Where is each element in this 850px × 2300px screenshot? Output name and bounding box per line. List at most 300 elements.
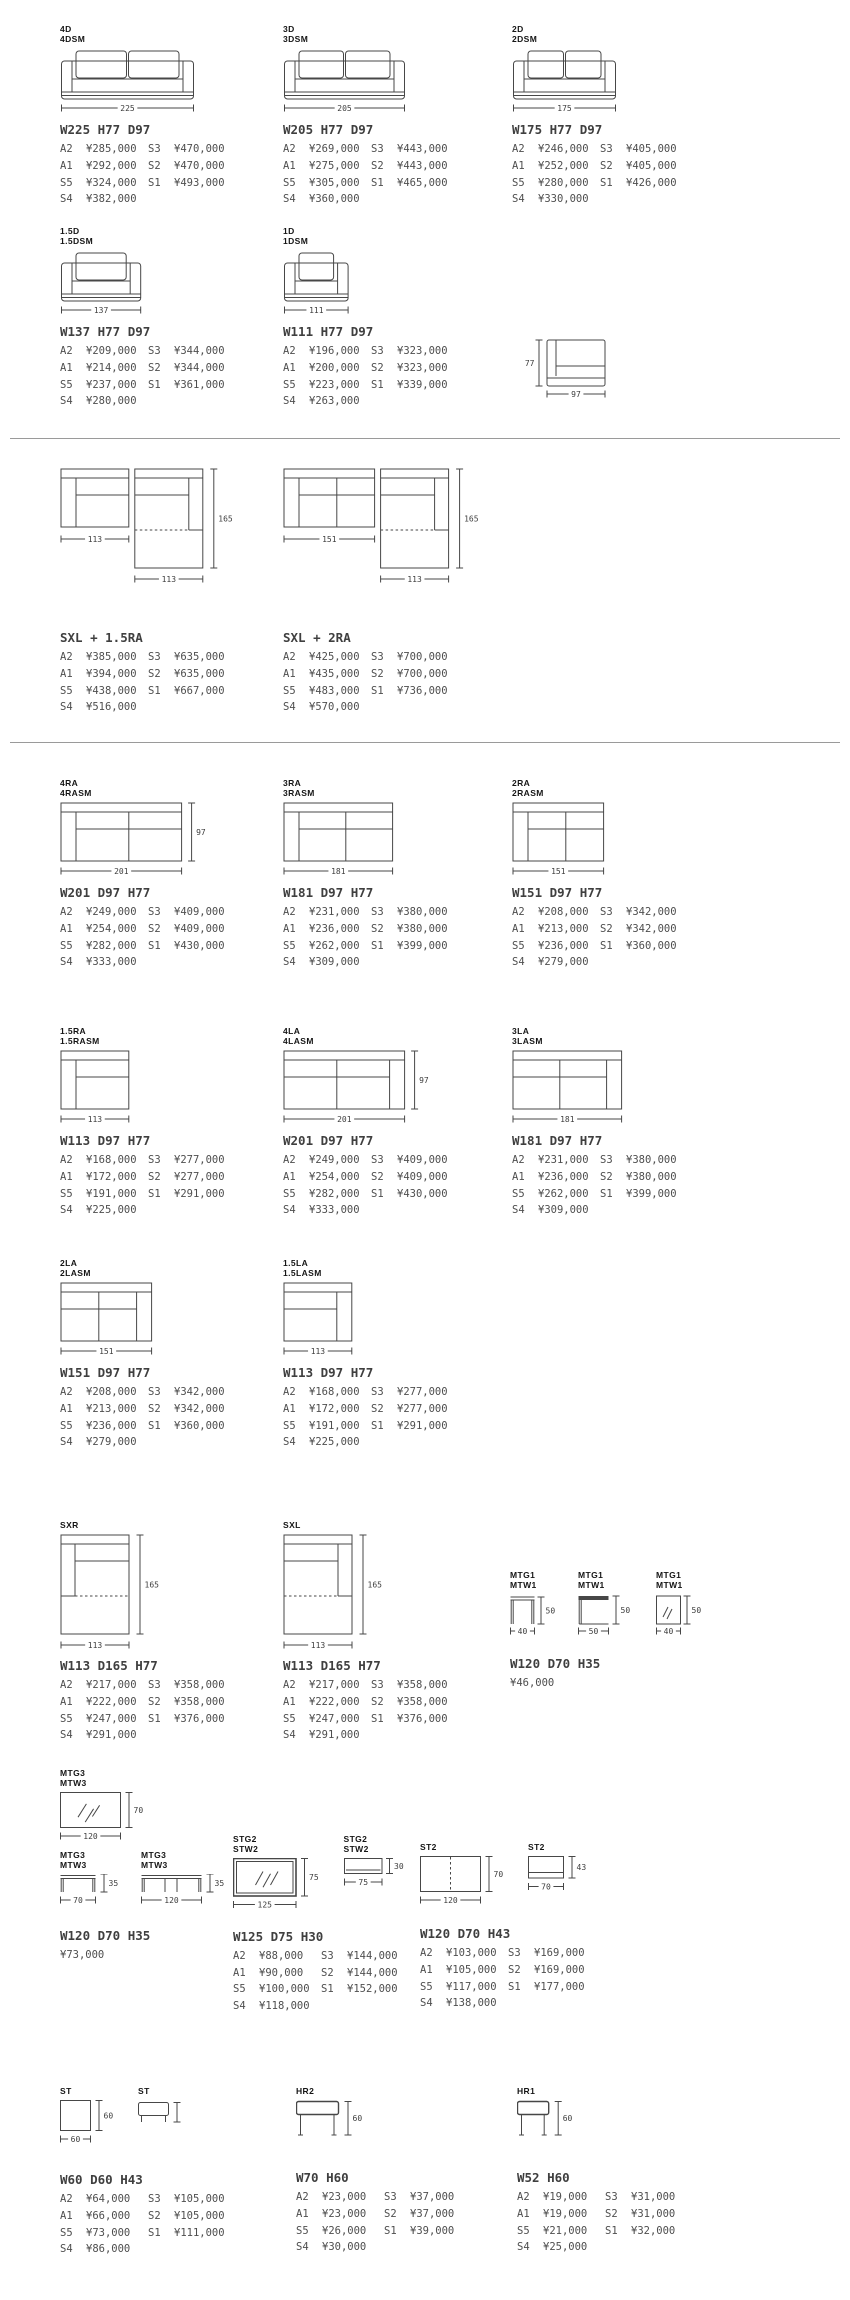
grade-code: S5 [517, 2224, 530, 2237]
model-code: 2LASM [60, 1268, 91, 1278]
headrest-stool-drawing [296, 2100, 366, 2140]
price-value: ¥358,000 [174, 1696, 225, 1709]
drawing [517, 2100, 703, 2140]
grade-code: A1 [283, 923, 296, 936]
product-block-4la [283, 1026, 469, 1219]
price-value: ¥330,000 [538, 193, 589, 206]
drawing [60, 1050, 246, 1127]
price-value: ¥516,000 [86, 701, 137, 714]
model-label [283, 778, 469, 798]
headrest-stool-drawing [517, 2100, 576, 2140]
price-row [60, 666, 246, 683]
price-value: ¥438,000 [86, 684, 137, 697]
glass-table-top-drawing [656, 1594, 704, 1638]
price-table [512, 1152, 698, 1219]
sofa-top-drawing [60, 802, 213, 879]
svg-text:165: 165 [367, 1580, 382, 1590]
svg-text:40: 40 [663, 1626, 674, 1636]
drawing [60, 1534, 246, 1652]
grade-code: S4 [60, 193, 73, 206]
grade-code: S2 [605, 2208, 618, 2221]
svg-text:97: 97 [419, 1075, 429, 1085]
price-value: ¥223,000 [309, 378, 360, 391]
grade-code: S1 [148, 1419, 161, 1432]
svg-text:77: 77 [524, 358, 535, 368]
grade-code: S5 [512, 1187, 525, 1200]
price-value: ¥254,000 [309, 1171, 360, 1184]
size-spec: SXL + 1.5RA [60, 630, 143, 645]
price-row [60, 2224, 246, 2241]
price-row [60, 904, 246, 921]
model-code: 1.5LA [283, 1258, 309, 1268]
price-value: ¥399,000 [626, 1187, 677, 1200]
price-value: ¥342,000 [174, 1403, 225, 1416]
grade-code: A1 [420, 1964, 433, 1977]
svg-text:75: 75 [357, 1877, 368, 1887]
svg-text:97: 97 [571, 389, 581, 399]
product-block-3ra [283, 778, 469, 971]
size-spec: W60 D60 H43 [60, 2172, 143, 2187]
grade-code: S5 [60, 939, 73, 952]
price-row [60, 174, 246, 191]
price-value: ¥292,000 [86, 160, 137, 173]
grade-code: S1 [148, 939, 161, 952]
grade-code: S2 [371, 1171, 384, 1184]
price-table [296, 2189, 482, 2256]
grade-code: A1 [283, 1171, 296, 1184]
ottoman-top-drawing [60, 2100, 118, 2146]
upholstered-table-top-drawing [233, 1858, 324, 1911]
price-table [283, 1677, 469, 1744]
chaise-top-drawing [60, 1534, 162, 1652]
grade-code: S3 [371, 906, 384, 919]
price-value: ¥213,000 [86, 1403, 137, 1416]
grade-code: A2 [512, 1154, 525, 1167]
product-block-3la [512, 1026, 698, 1219]
price-row [512, 954, 698, 971]
drawing-item [344, 1834, 408, 1888]
price-value: ¥105,000 [174, 2210, 225, 2223]
grade-code: S5 [60, 1712, 73, 1725]
price-value: ¥385,000 [86, 651, 137, 664]
price-row [283, 1727, 469, 1744]
model-label [283, 1258, 469, 1278]
svg-text:75: 75 [309, 1873, 319, 1883]
svg-text:70: 70 [541, 1882, 551, 1892]
price-row [512, 141, 698, 158]
model-code: 3RA [283, 778, 302, 788]
product-block-sxl [283, 1520, 469, 1744]
grade-code: S2 [371, 1403, 384, 1416]
svg-text:125: 125 [257, 1900, 272, 1910]
price-value: ¥214,000 [86, 362, 137, 375]
price-value: ¥236,000 [309, 923, 360, 936]
price-value: ¥30,000 [322, 2241, 367, 2254]
drawing [283, 1534, 469, 1652]
price-value: ¥700,000 [397, 668, 448, 681]
sofa-top-drawing [512, 802, 611, 879]
grade-code: S3 [508, 1947, 521, 1960]
grade-code: S1 [384, 2224, 397, 2237]
price-value: ¥342,000 [626, 923, 677, 936]
price-value: ¥231,000 [309, 906, 360, 919]
grade-code: S3 [605, 2191, 618, 2204]
price-value: ¥213,000 [538, 923, 589, 936]
price-row [283, 1185, 469, 1202]
grade-code: S3 [148, 906, 161, 919]
grade-code: A1 [517, 2208, 530, 2221]
svg-text:225: 225 [120, 103, 135, 113]
svg-text:151: 151 [322, 534, 337, 544]
price-value: ¥73,000 [60, 1949, 105, 1961]
svg-text:113: 113 [310, 1346, 326, 1356]
grade-code: S4 [60, 1436, 73, 1449]
price-row [283, 1710, 469, 1727]
grade-code: S4 [283, 1436, 296, 1449]
price-value: ¥358,000 [397, 1679, 448, 1692]
grade-code: A1 [60, 1403, 73, 1416]
price-value: ¥409,000 [174, 906, 225, 919]
grade-code: S2 [321, 1966, 334, 1979]
price-value: ¥252,000 [538, 160, 589, 173]
price-value: ¥635,000 [174, 651, 225, 664]
grade-code: S3 [600, 1154, 613, 1167]
grade-code: S2 [148, 1403, 161, 1416]
price-row [283, 1169, 469, 1186]
drawing [283, 48, 469, 116]
drawing [283, 1050, 469, 1127]
price-value: ¥88,000 [259, 1949, 304, 1962]
price-row [512, 1169, 698, 1186]
price-value: ¥249,000 [309, 1154, 360, 1167]
price-row [283, 343, 469, 360]
price-value: ¥25,000 [543, 2241, 588, 2254]
grade-code: A1 [60, 923, 73, 936]
price-value: ¥323,000 [397, 362, 448, 375]
size-spec: W52 H60 [517, 2170, 570, 2185]
price-value: ¥361,000 [174, 378, 225, 391]
svg-text:120: 120 [83, 1831, 98, 1841]
model-code: 2RA [512, 778, 531, 788]
model-code: 1.5RASM [60, 1036, 100, 1046]
size-spec: W181 D97 H77 [283, 885, 374, 900]
price-value: ¥279,000 [538, 956, 589, 969]
grade-code: S5 [283, 1187, 296, 1200]
model-label [512, 24, 698, 44]
price-value: ¥493,000 [174, 176, 225, 189]
grade-code: S3 [371, 1386, 384, 1399]
grade-code: A2 [283, 143, 296, 156]
size-spec: W225 H77 D97 [60, 122, 151, 137]
svg-text:120: 120 [164, 1895, 179, 1905]
model-code: STW2 [343, 1844, 369, 1854]
price-row [60, 2191, 246, 2208]
price-table [517, 2189, 703, 2256]
grade-code: A1 [60, 1171, 73, 1184]
model-label [283, 1520, 469, 1530]
price-value: ¥342,000 [626, 906, 677, 919]
model-code: 2DSM [512, 34, 538, 44]
grade-code: S1 [148, 684, 161, 697]
size-spec: W120 D70 H35 [510, 1656, 601, 1671]
sofa-front-drawing [512, 48, 623, 116]
svg-text:43: 43 [576, 1863, 587, 1873]
grade-code: S4 [283, 193, 296, 206]
model-code: 4LASM [283, 1036, 314, 1046]
price-row [296, 2206, 482, 2223]
price-value: ¥111,000 [174, 2226, 225, 2239]
price-table [283, 343, 469, 410]
svg-text:60: 60 [562, 2114, 573, 2124]
price-value: ¥66,000 [86, 2210, 131, 2223]
price-value: ¥323,000 [397, 345, 448, 358]
grade-code: A2 [283, 345, 296, 358]
price-value: ¥394,000 [86, 668, 137, 681]
price-row [60, 158, 246, 175]
grade-code: A2 [60, 1154, 73, 1167]
grade-code: S4 [283, 1729, 296, 1742]
grade-code: S1 [148, 2226, 161, 2239]
svg-text:50: 50 [545, 1606, 556, 1616]
grade-code: S5 [283, 684, 296, 697]
price-row [60, 1185, 246, 1202]
price-value: ¥399,000 [397, 939, 448, 952]
svg-text:113: 113 [161, 574, 177, 584]
grade-code: S5 [512, 939, 525, 952]
price-value: ¥31,000 [631, 2191, 676, 2204]
model-label [512, 778, 698, 798]
grade-code: S3 [148, 143, 161, 156]
price-value: ¥236,000 [86, 1419, 137, 1432]
drawing-group [233, 1834, 419, 1911]
table-elevation-drawing [141, 1874, 227, 1906]
price-row [283, 360, 469, 377]
product-block-sxl-2ra [283, 468, 483, 716]
model-code: MTW1 [510, 1580, 537, 1590]
drawing-item [60, 1850, 121, 1906]
grade-code: A2 [283, 1679, 296, 1692]
price-value: ¥291,000 [309, 1729, 360, 1742]
grade-code: A2 [512, 143, 525, 156]
svg-text:113: 113 [407, 574, 422, 584]
price-table [512, 141, 698, 208]
price-row [60, 343, 246, 360]
price-row [283, 904, 469, 921]
price-value: ¥376,000 [397, 1712, 448, 1725]
drawing [517, 338, 613, 402]
model-code: 1DSM [283, 236, 309, 246]
size-spec: W111 H77 D97 [283, 324, 374, 339]
svg-text:40: 40 [517, 1626, 528, 1636]
size-spec: W181 D97 H77 [512, 1133, 603, 1148]
price-row [60, 649, 246, 666]
price-row [60, 2208, 246, 2225]
grade-code: S1 [148, 176, 161, 189]
price-value: ¥23,000 [322, 2208, 367, 2221]
model-label [283, 226, 469, 246]
grade-code: S5 [296, 2224, 309, 2237]
price-value: ¥246,000 [538, 143, 589, 156]
product-block-sxr [60, 1520, 246, 1744]
price-value: ¥209,000 [86, 345, 137, 358]
grade-code: S1 [148, 378, 161, 391]
grade-code: S4 [283, 956, 296, 969]
model-code: MTW3 [60, 1860, 87, 1870]
model-code: ST [60, 2086, 72, 2096]
price-value: ¥169,000 [534, 1947, 585, 1960]
price-row [296, 2239, 482, 2256]
grade-code: A1 [60, 160, 73, 173]
grade-code: S3 [148, 1386, 161, 1399]
price-row [512, 904, 698, 921]
price-value: ¥21,000 [543, 2224, 588, 2237]
grade-code: S4 [60, 956, 73, 969]
grade-code: S3 [148, 1154, 161, 1167]
model-code: STG2 [233, 1834, 257, 1844]
grade-code: S1 [371, 684, 384, 697]
price-table [60, 649, 246, 716]
model-label [512, 1026, 698, 1046]
model-code: 4RA [60, 778, 79, 788]
ottoman-table-side-drawing [528, 1856, 591, 1893]
price-row [60, 699, 246, 716]
drawing [60, 1282, 246, 1359]
grade-code: S5 [233, 1983, 246, 1996]
model-code: ST [138, 2086, 150, 2096]
price-value: ¥86,000 [86, 2243, 131, 2256]
price-value: ¥282,000 [86, 939, 137, 952]
product-block-hr2 [296, 2086, 482, 2256]
price-value: ¥280,000 [86, 395, 137, 408]
price-table [60, 141, 246, 208]
product-block-4d [60, 24, 246, 208]
sofa-side-view-drawing [517, 338, 613, 402]
svg-text:151: 151 [551, 866, 566, 876]
grade-code: S5 [283, 1419, 296, 1432]
price-value: ¥200,000 [309, 362, 360, 375]
model-label [141, 1850, 227, 1870]
price-row [283, 376, 469, 393]
price-row [283, 1694, 469, 1711]
price-value: ¥470,000 [174, 143, 225, 156]
price-value: ¥344,000 [174, 362, 225, 375]
model-label [528, 1842, 591, 1852]
price-row [283, 174, 469, 191]
grade-code: S5 [420, 1980, 433, 1993]
drawing-row [233, 1834, 419, 1911]
model-code: 1D [283, 226, 295, 236]
price-value: ¥324,000 [86, 176, 137, 189]
price-row [512, 1185, 698, 1202]
price-row [60, 937, 246, 954]
model-code: SXL [283, 1520, 301, 1530]
grade-code: S4 [296, 2241, 309, 2254]
grade-code: S2 [148, 923, 161, 936]
price-row [283, 1152, 469, 1169]
svg-text:70: 70 [493, 1869, 504, 1879]
product-block-mtg1 [510, 1570, 704, 1689]
grade-code: S4 [60, 701, 73, 714]
grade-code: S1 [600, 1187, 613, 1200]
drawing-item [528, 1842, 591, 1893]
model-label [60, 24, 246, 44]
model-code: MTG1 [578, 1570, 604, 1580]
price-row [60, 191, 246, 208]
svg-text:137: 137 [93, 305, 109, 315]
grade-code: S3 [384, 2191, 397, 2204]
grade-code: A1 [512, 160, 525, 173]
chaise-top-drawing [283, 1534, 385, 1652]
drawing [283, 468, 483, 586]
price-row [60, 921, 246, 938]
table-front-drawing [510, 1594, 558, 1638]
price-row [512, 158, 698, 175]
price-value: ¥736,000 [397, 684, 448, 697]
drawing [283, 802, 469, 879]
product-block-hr1 [517, 2086, 703, 2256]
price-row [512, 937, 698, 954]
price-table [60, 2191, 246, 2258]
svg-text:113: 113 [87, 1114, 103, 1124]
grade-code: S2 [148, 1171, 161, 1184]
price-row [517, 2206, 703, 2223]
price-value: ¥263,000 [309, 395, 360, 408]
price-value: ¥222,000 [309, 1696, 360, 1709]
grade-code: S2 [600, 1171, 613, 1184]
product-block-side-view [517, 338, 613, 402]
price-row [60, 1677, 246, 1694]
svg-text:35: 35 [214, 1878, 225, 1888]
price-row [233, 1948, 419, 1965]
size-spec: W113 D165 H77 [60, 1658, 158, 1673]
price-value: ¥19,000 [543, 2191, 588, 2204]
drawing [60, 802, 246, 879]
grade-code: S1 [371, 939, 384, 952]
grade-code: S3 [371, 651, 384, 664]
grade-code: S3 [148, 1679, 161, 1692]
size-spec: W125 D75 H30 [233, 1928, 324, 1944]
price-row [283, 954, 469, 971]
price-value: ¥191,000 [309, 1419, 360, 1432]
table-side-drawing [578, 1594, 636, 1638]
price-row [60, 2241, 246, 2258]
grade-code: S2 [384, 2208, 397, 2221]
model-label [517, 2086, 703, 2096]
svg-text:111: 111 [309, 305, 324, 315]
price-value: ¥285,000 [86, 143, 137, 156]
svg-text:30: 30 [393, 1861, 404, 1871]
svg-text:50: 50 [620, 1605, 631, 1615]
model-code: MTG1 [510, 1570, 536, 1580]
price-value: ¥247,000 [309, 1712, 360, 1725]
grade-code: S5 [60, 684, 73, 697]
price-value: ¥430,000 [397, 1187, 448, 1200]
model-code: 4DSM [60, 34, 86, 44]
price-value: ¥700,000 [397, 651, 448, 664]
grade-code: A1 [60, 668, 73, 681]
upholstered-table-side-drawing [344, 1858, 408, 1888]
model-code: MTG3 [141, 1850, 167, 1860]
grade-code: S5 [60, 2226, 73, 2239]
price-row [60, 1710, 246, 1727]
price-value: ¥225,000 [86, 1204, 137, 1217]
grade-code: S5 [60, 1419, 73, 1432]
price-row [517, 2239, 703, 2256]
model-code: 4LA [283, 1026, 301, 1036]
product-block-1-5d [60, 226, 246, 410]
grade-code: S2 [148, 362, 161, 375]
svg-text:113: 113 [310, 1640, 326, 1650]
